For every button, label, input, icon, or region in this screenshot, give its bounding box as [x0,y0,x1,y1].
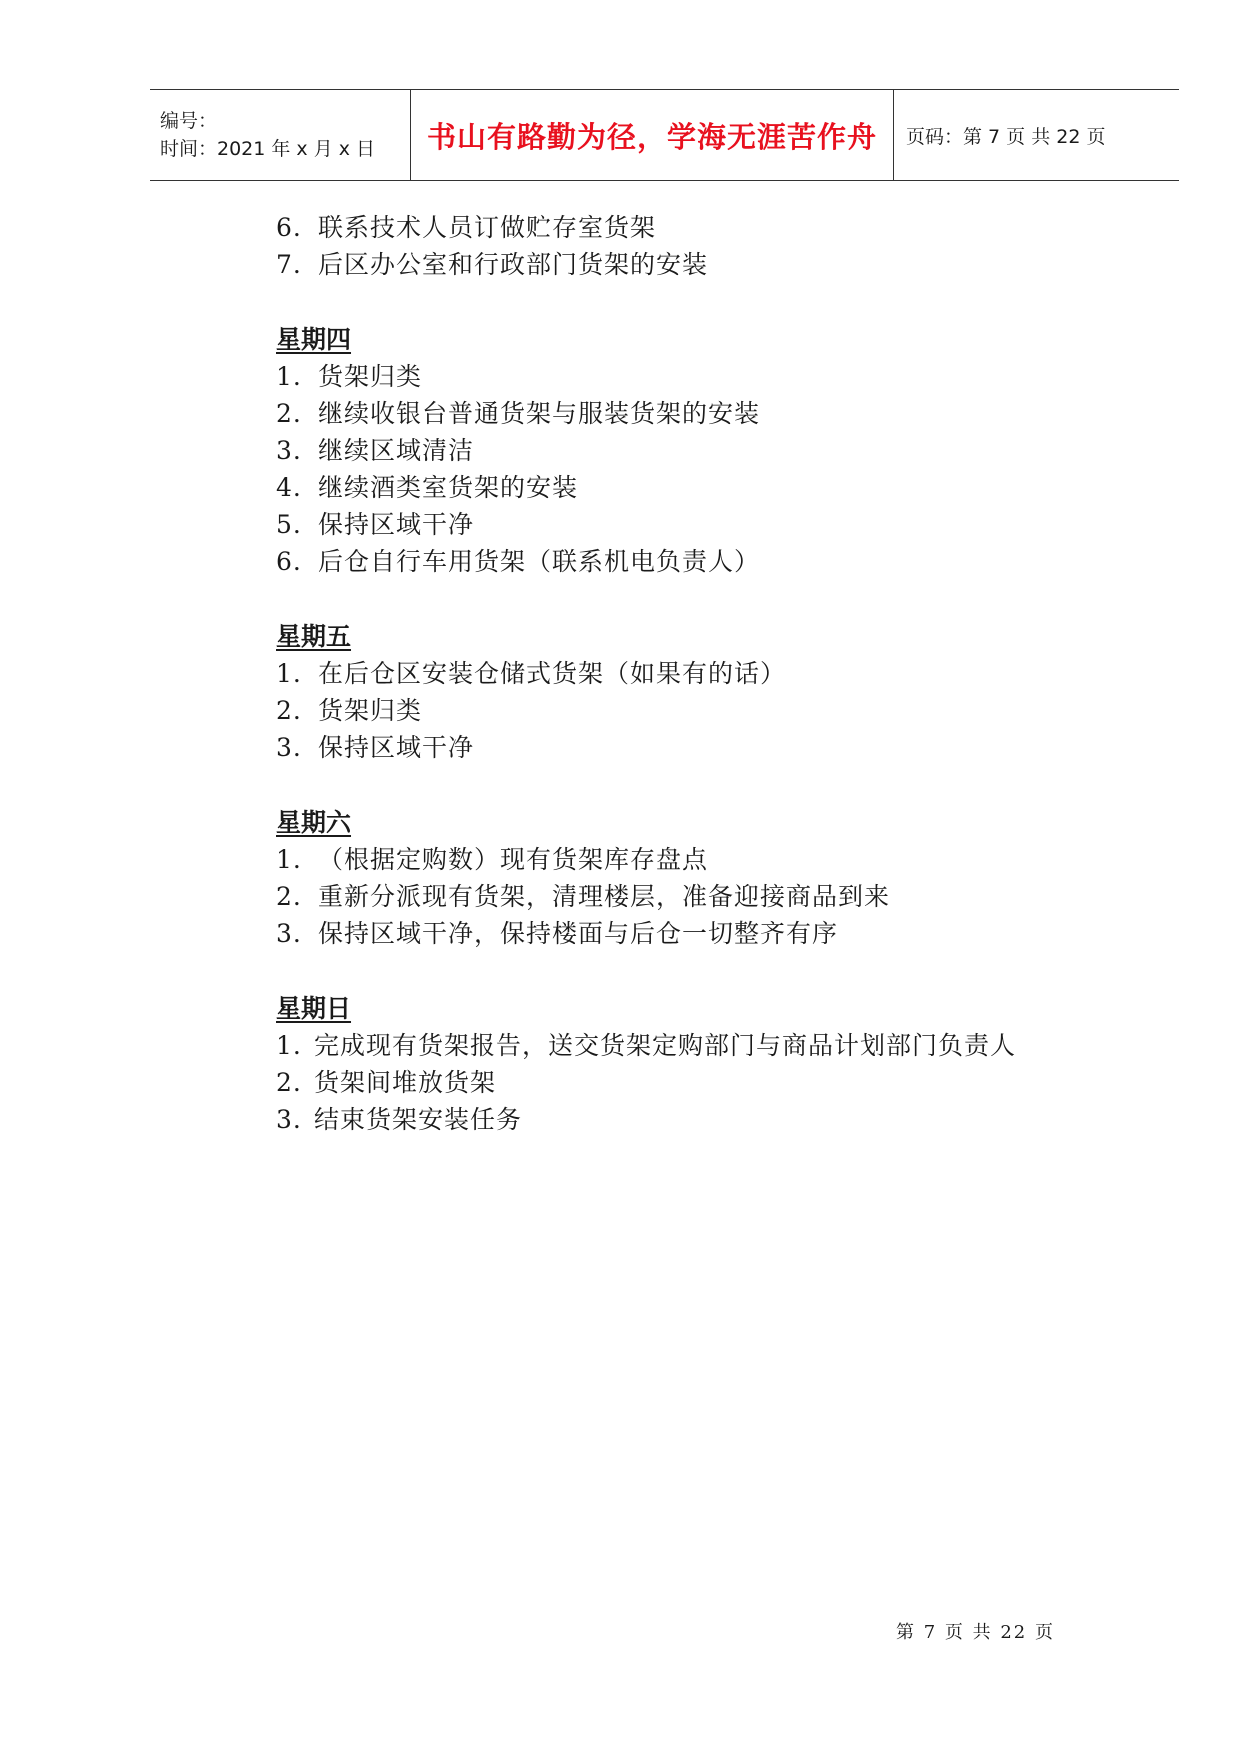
header-meta [150,90,410,180]
list-item: 2. 货架间堆放货架 [276,1068,497,1097]
section-friday [276,618,1096,766]
list-item: 2. 货架归类 [276,696,423,725]
list-item: 3. 保持区域干净，保持楼面与后仓一切整齐有序 [276,919,839,948]
list-item: 2. 重新分派现有货架，清理楼层，准备迎接商品到来 [276,882,891,911]
list-item: 6. 后仓自行车用货架（联系机电负责人） [276,547,761,576]
header-page-label: 页码：第 7 页 共 22 页 [906,125,1106,148]
section-saturday [276,804,1096,952]
header-motto-cell [410,90,894,180]
section-heading: 星期日 [276,994,352,1023]
list-item: 2. 继续收银台普通货架与服装货架的安装 [276,399,761,428]
list-item: 6. 联系技术人员订做贮存室货架 [276,213,657,242]
section-continued [276,209,1096,283]
list-item: 1. 在后仓区安装仓储式货架（如果有的话） [276,659,787,688]
list-item: 3. 结束货架安装任务 [276,1105,523,1134]
document-number-label: 编号： [160,110,218,132]
page-footer: 第 7 页 共 22 页 [896,1622,1055,1643]
list-item: 3. 保持区域干净 [276,733,475,762]
list-item: 1. 完成现有货架报告，送交货架定购部门与商品计划部门负责人 [276,1031,1017,1060]
section-heading: 星期四 [276,325,352,354]
document-time-label: 时间：2021 年 x 月 x 日 [160,138,376,160]
list-item: 1. 货架归类 [276,362,423,391]
list-item: 1. （根据定购数）现有货架库存盘点 [276,845,709,874]
list-item: 4. 继续酒类室货架的安装 [276,473,579,502]
header-page-cell [894,90,1179,180]
section-heading: 星期六 [276,808,352,837]
section-heading: 星期五 [276,622,352,651]
list-item: 3. 继续区域清洁 [276,436,475,465]
list-item: 5. 保持区域干净 [276,510,475,539]
section-sunday [276,990,1096,1138]
header-motto: 书山有路勤为径，学海无涯苦作舟 [426,119,877,154]
page-header [150,89,1179,181]
section-thursday [276,321,1096,580]
list-item: 7. 后区办公室和行政部门货架的安装 [276,250,709,279]
document-body [276,209,1096,1138]
